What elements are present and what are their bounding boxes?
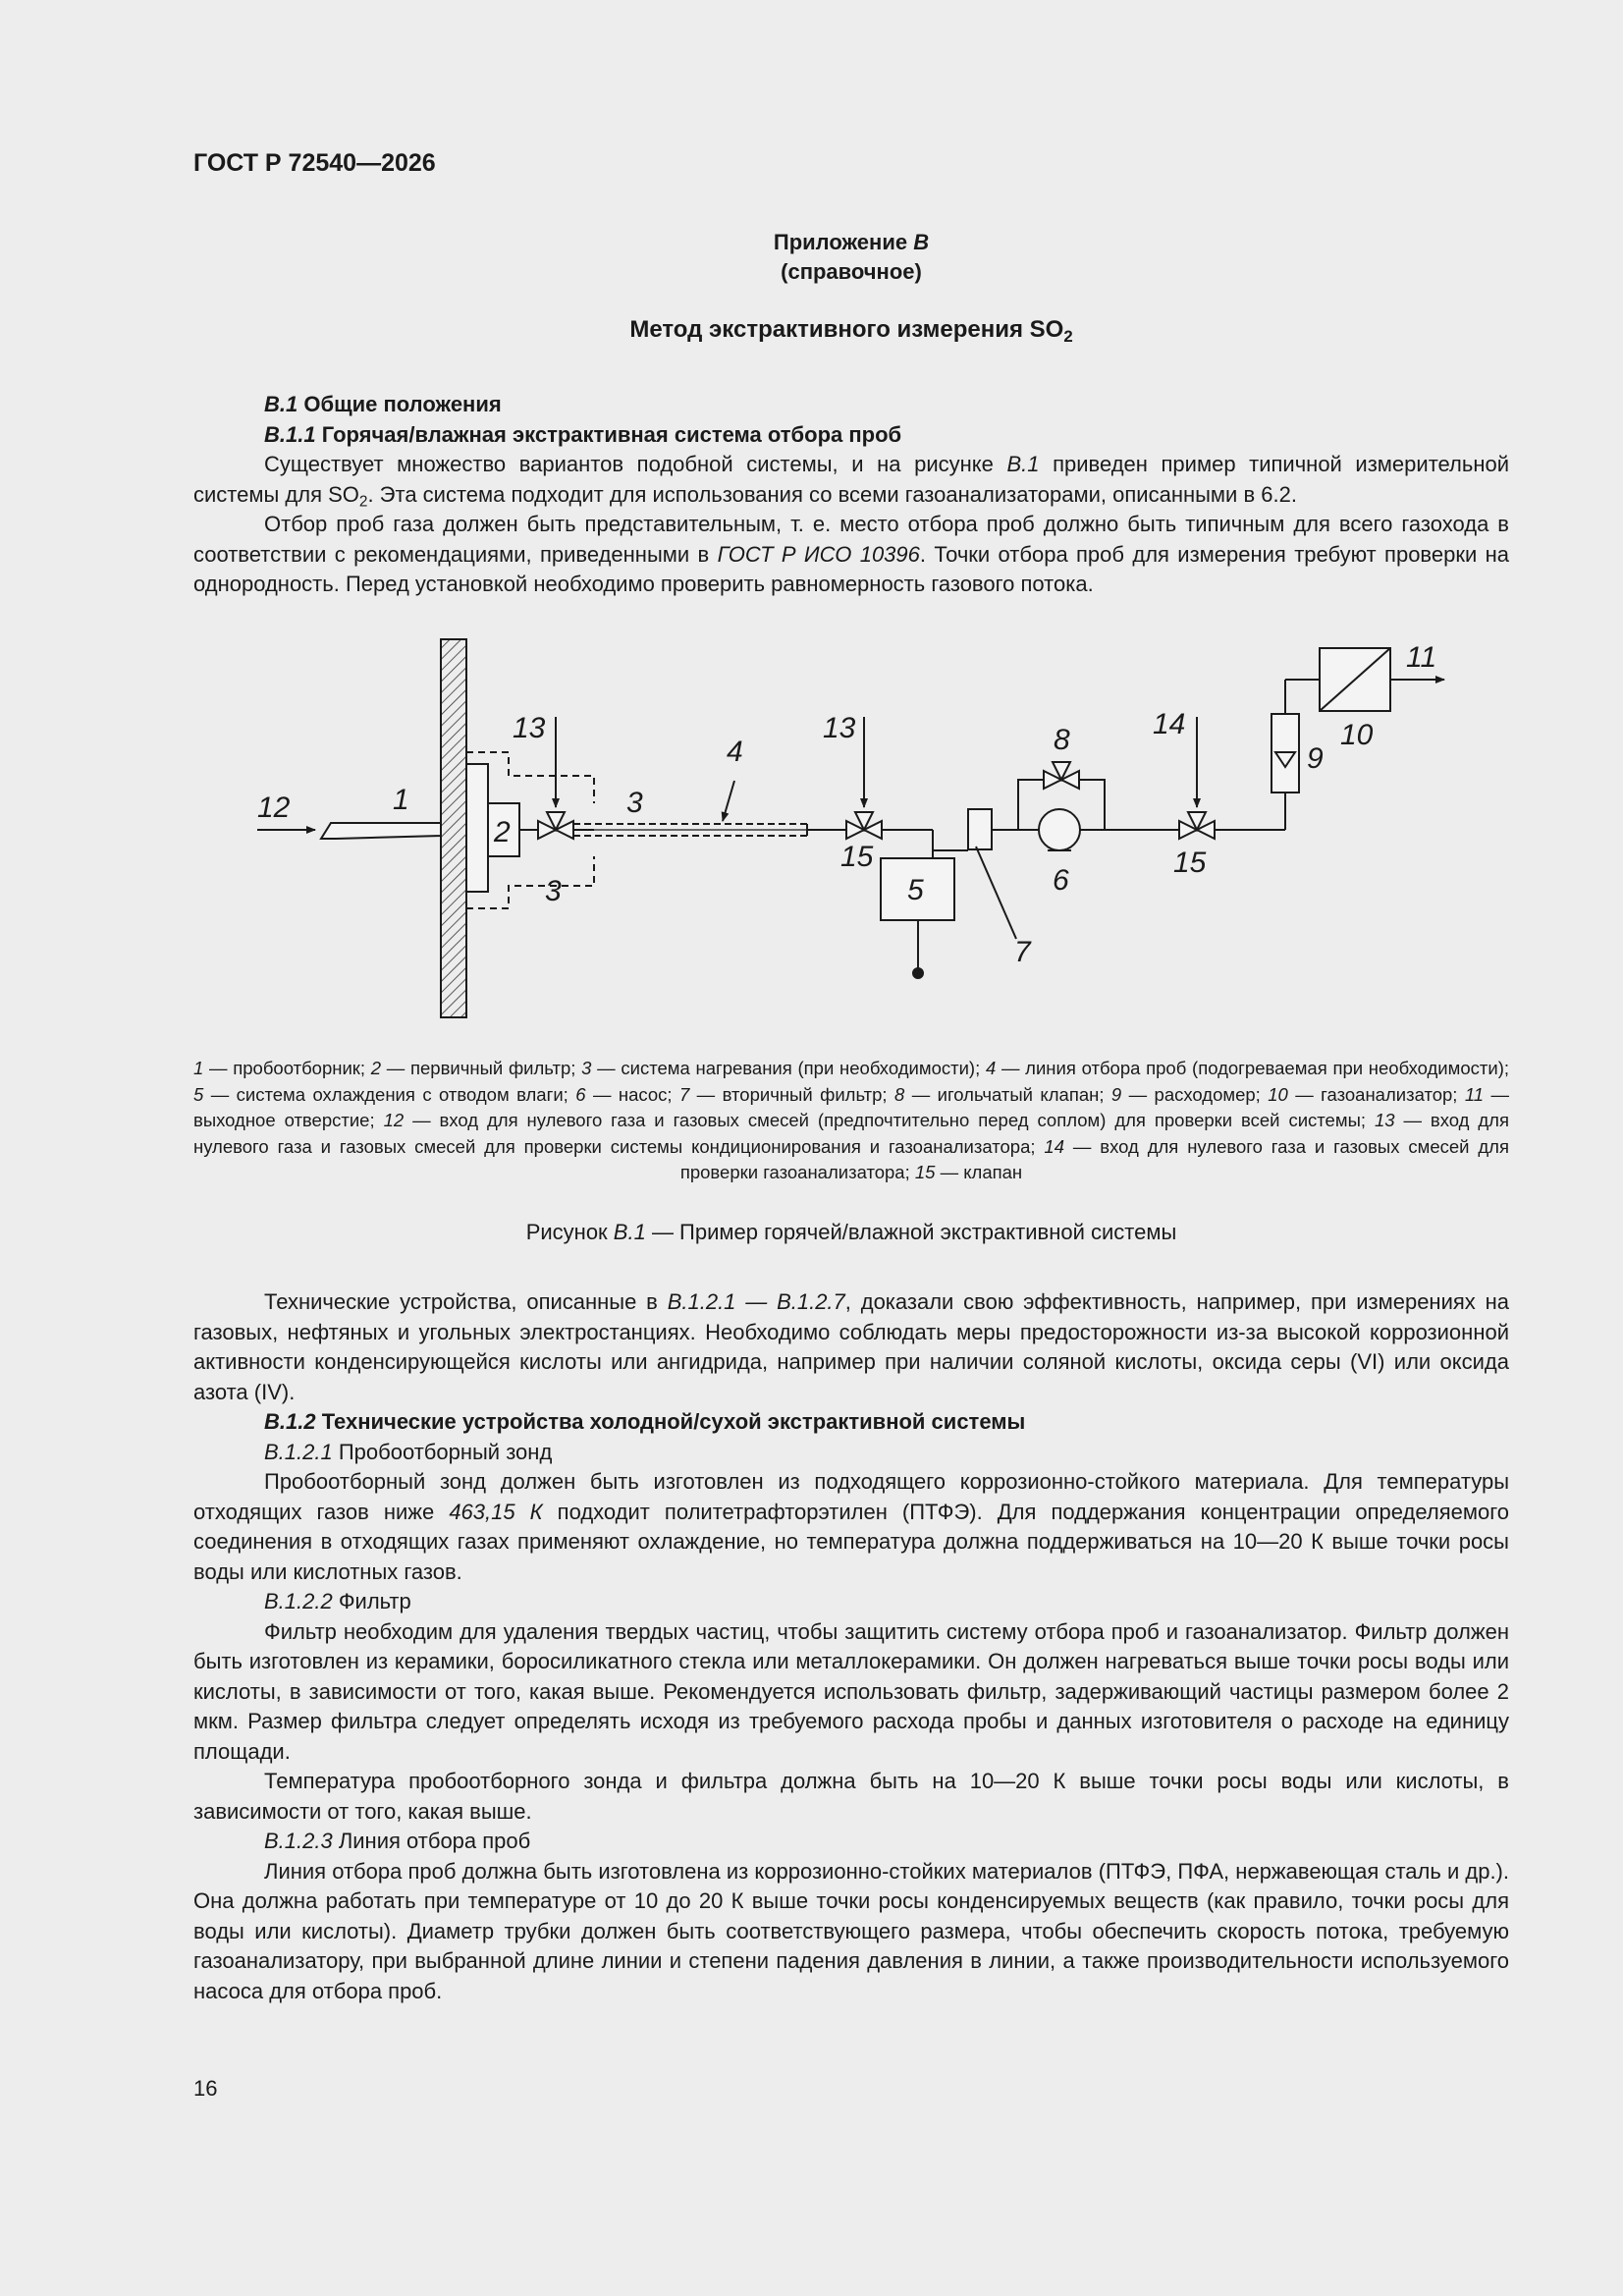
legend-item: 13 — вход для нулевого газа и газовых смесей для проверки системы кондиционирования и газоанализатора; — [193, 1110, 1509, 1157]
legend-item: 10 — газоанализатор; — [1268, 1083, 1465, 1105]
label-7: 7 — [1014, 936, 1031, 968]
label-12: 12 — [257, 792, 291, 824]
section-b11-heading: В.1.1 Горячая/влажная экстрактивная система отбора проб — [264, 421, 902, 447]
legend-item: 11 — выходное отверстие; — [193, 1083, 1510, 1130]
flange — [466, 764, 488, 892]
label-1: 1 — [393, 784, 409, 816]
pointer-7 — [976, 847, 1016, 939]
label-6: 6 — [1053, 864, 1069, 897]
section-b122-heading: В.1.2.2 Фильтр — [264, 1589, 411, 1613]
appendix-heading: Приложение В (справочное) — [193, 228, 1509, 287]
body-paragraph-2: Пробоотборный зонд должен быть изготовлен из подходящего коррозионно-стойкого материала. Для температуры отходящих газов ниже 463,15 К подходит политетрафторэтилен (ПТФЭ). Для поддержания концентрации определяемого соединения в отходящих газах применяют охлаждение, но температура должна поддерживаться на 10—20 К выше точки росы воды или кислотных газов. — [193, 1469, 1509, 1584]
legend-item: 6 — насос; — [575, 1083, 679, 1105]
legend-item: 7 — вторичный фильтр; — [678, 1083, 894, 1105]
legend-item: 4 — линия отбора проб (подогреваемая при необходимости); — [985, 1058, 1510, 1078]
section-b12-heading: В.1.2 Технические устройства холодной/сухой экстрактивной системы — [264, 1409, 1026, 1434]
body-paragraph-3: Фильтр необходим для удаления твердых частиц, чтобы защитить систему отбора проб и газоанализатор. Фильтр должен быть изготовлен из керамики, боросиликатного стекла или металлокерамики. Он должен нагреваться выше точки росы воды или кислоты, в зависимости от того, какая выше. Рекомендуется использовать фильтр, задерживающий частицы размером более 2 мкм. Размер фильтра следует определять исходя из требуемого расхода пробы и данных изготовителя о расходе на единицу площади. — [193, 1618, 1509, 1764]
duct-wall — [441, 639, 466, 1017]
label-8: 8 — [1054, 724, 1070, 756]
section-b1-heading: В.1 Общие положения — [264, 392, 502, 416]
legend-item: 9 — расходомер; — [1110, 1083, 1269, 1105]
sampling-system-diagram — [0, 0, 1623, 1051]
legend-item: 1 — пробоотборник; — [193, 1058, 371, 1078]
body-paragraph-5: Линия отбора проб должна быть изготовлена из коррозионно-стойких материалов (ПТФЭ, ПФА, нержавеющая сталь и др.). Она должна работать при температуре от 10 до 20 К выше точки росы конденсируемых веществ (как правило, точки росы для воды или кислоты). Диаметр трубки должен быть соответствующего размера, чтобы обеспечить скорость потока, требуемую газоанализатору, при выбранной длине линии и степени падения давления в линии, а также производительности используемого насоса для отбора проб. — [193, 1858, 1509, 2003]
label-13-right: 13 — [823, 712, 856, 744]
legend-item: 3 — система нагревания (при необходимости); — [581, 1058, 986, 1078]
label-13-left: 13 — [513, 712, 546, 744]
label-11: 11 — [1406, 641, 1437, 674]
intro-paragraph-2: Отбор проб газа должен быть представительным, т. е. место отбора проб должно быть типичным для всего газохода в соответствии с рекомендациями, приведенными в ГОСТ Р ИСО 10396. Точки отбора проб для измерения требуют проверки на однородность. Перед установкой необходимо проверить равномерность газового потока. — [193, 512, 1509, 596]
body-paragraph-1: Технические устройства, описанные в В.1.2.1 — В.1.2.7, доказали свою эффективность, например, при измерениях на газовых, нефтяных и угольных электростанциях. Необходимо соблюдать меры предосторожности из-за высокой коррозионной активности конденсирующейся кислоты или ангидрида, например при наличии соляной кислоты, оксида серы (VI) или оксида азота (IV). — [193, 1289, 1509, 1404]
label-5: 5 — [907, 874, 924, 906]
legend-item: 2 — первичный фильтр; — [370, 1058, 582, 1078]
figure-legend — [193, 1056, 1509, 1186]
label-3-top: 3 — [626, 787, 643, 819]
label-10: 10 — [1340, 719, 1374, 751]
section-b123-heading: В.1.2.3 Линия отбора проб — [264, 1829, 531, 1853]
legend-item: 14 — вход для нулевого газа и газовых смесей для проверки газоанализатора; — [679, 1135, 1509, 1182]
label-15-left: 15 — [840, 841, 874, 873]
drain-point — [913, 968, 923, 978]
legend-item: 12 — вход для нулевого газа и газовых смесей (предпочтительно перед соплом) для проверки всей системы; — [383, 1110, 1375, 1130]
pump — [1039, 809, 1080, 850]
figure-caption: Рисунок В.1 — Пример горячей/влажной экстрактивной системы — [525, 1220, 1177, 1244]
label-3-bottom: 3 — [545, 875, 562, 907]
label-4: 4 — [727, 736, 743, 768]
body-section — [193, 1287, 1509, 2006]
pointer-4 — [723, 781, 734, 821]
appendix-title: Метод экстрактивного измерения $SO_2$ — [629, 316, 1073, 347]
appendix-letter: В — [913, 230, 930, 254]
legend-item: 15 — клапан — [914, 1162, 1023, 1182]
secondary-filter — [968, 809, 992, 849]
legend-item: 5 — система охлаждения с отводом влаги; — [193, 1083, 576, 1105]
label-14: 14 — [1153, 708, 1186, 740]
label-15-right: 15 — [1173, 847, 1207, 879]
label-2: 2 — [494, 816, 511, 848]
body-paragraph-4: Температура пробоотборного зонда и фильтра должна быть на 10—20 К выше точки росы воды или кислоты, в зависимости от того, какая выше. — [193, 1769, 1509, 1824]
section-b121-heading: В.1.2.1 Пробоотборный зонд — [264, 1439, 553, 1464]
page-number: 16 — [193, 2076, 218, 2101]
intro-paragraph-1: Существует множество вариантов подобной системы, и на рисунке В.1 приведен пример типичной измерительной системы для $SO_2$. Эта система подходит для использования со всеми газоанализаторами, описанными в 6.2. — [193, 452, 1510, 511]
probe — [321, 823, 441, 839]
legend-item: 8 — игольчатый клапан; — [893, 1083, 1111, 1105]
appendix-note: (справочное) — [781, 259, 922, 284]
label-9: 9 — [1307, 742, 1324, 775]
document-header: ГОСТ Р 72540—2026 — [193, 149, 436, 177]
